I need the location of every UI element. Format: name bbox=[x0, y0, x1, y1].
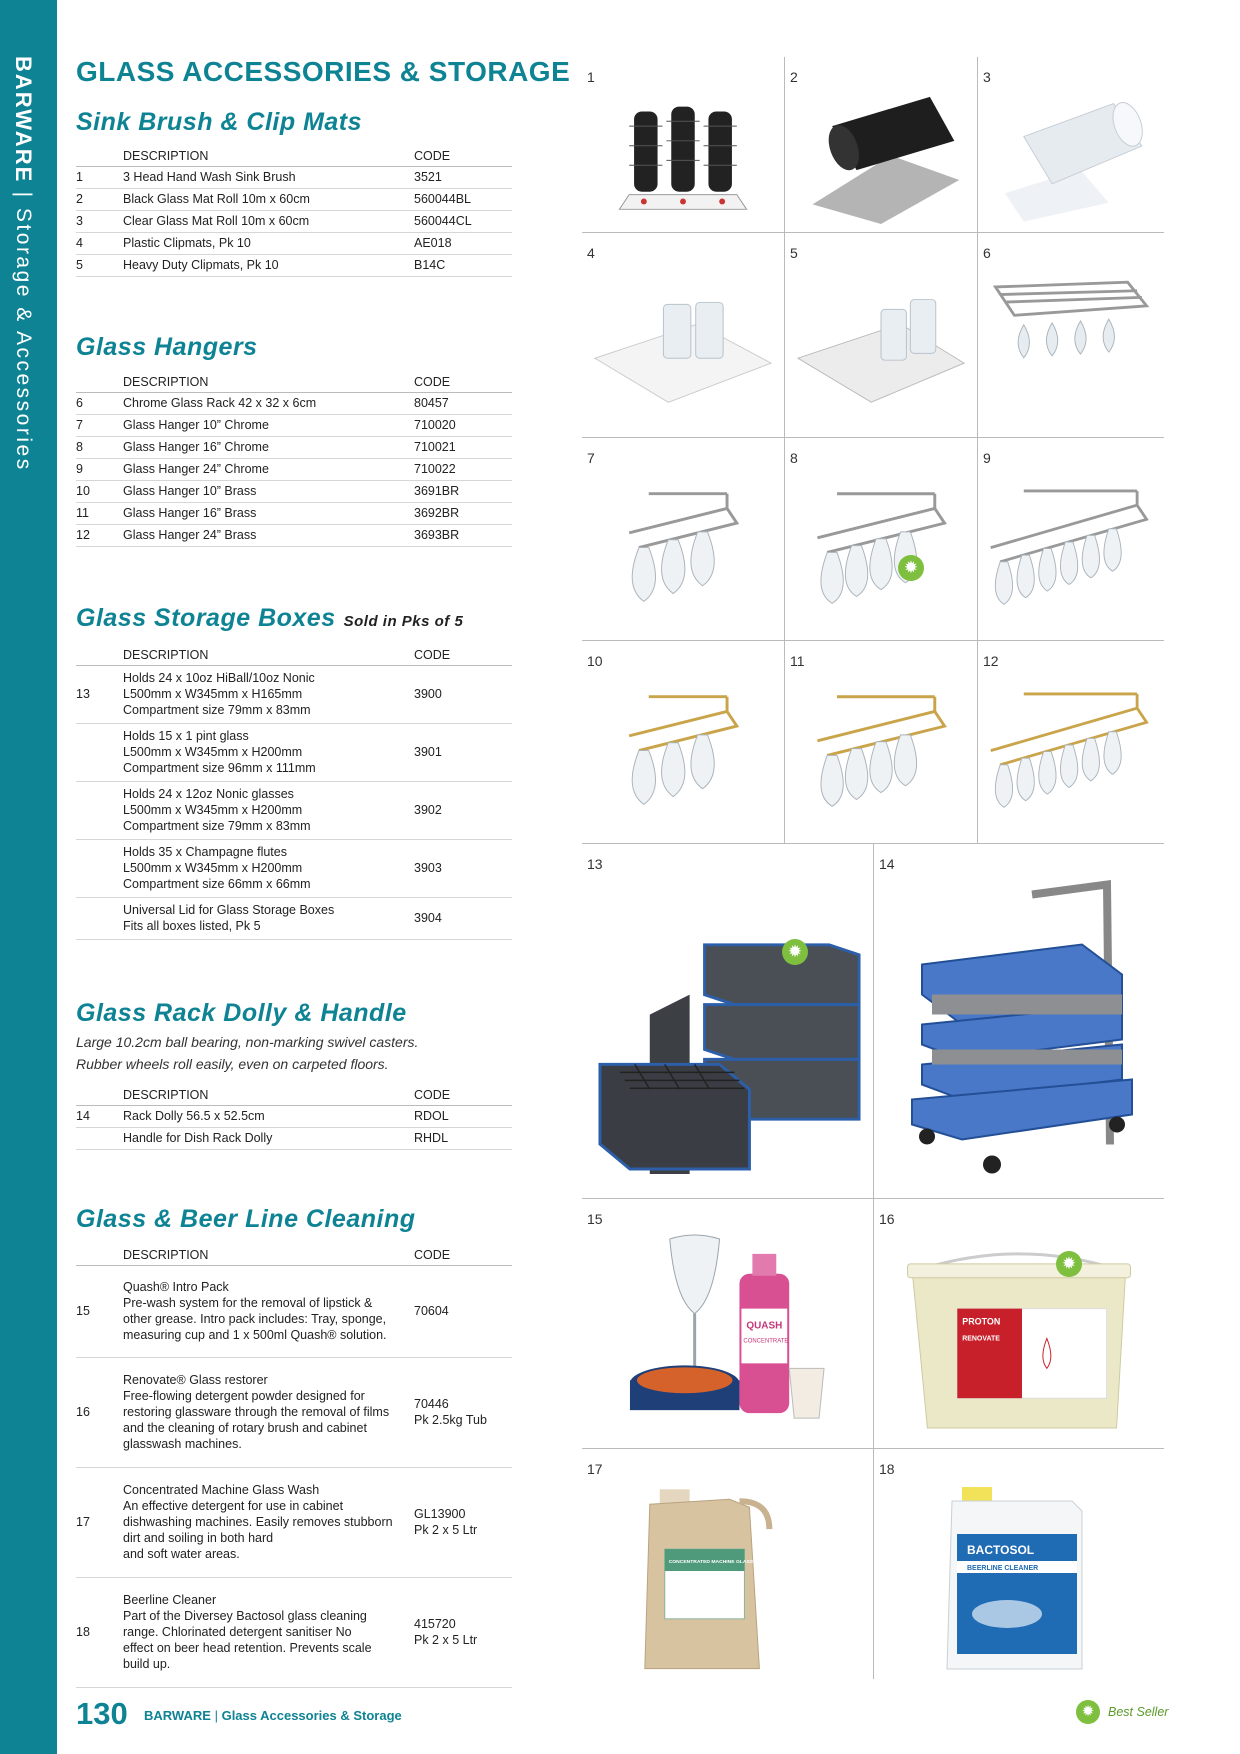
footer-breadcrumb bbox=[144, 1708, 402, 1723]
description-line: glasswash machines. bbox=[123, 1436, 242, 1451]
code-line: 70604 bbox=[414, 1303, 449, 1318]
storage-title-text: Glass Storage Boxes bbox=[76, 604, 336, 632]
table-row bbox=[76, 1467, 512, 1577]
item-code: 710020 bbox=[414, 414, 512, 436]
grid-cell bbox=[785, 57, 978, 232]
section-title-sink: Sink Brush & Clip Mats bbox=[76, 108, 363, 136]
grid-cell bbox=[785, 438, 978, 640]
item-code: 3693BR bbox=[414, 524, 512, 546]
description-line: L500mm x W345mm x H165mm bbox=[123, 686, 303, 701]
item-description: Glass Hanger 24” Brass bbox=[123, 524, 414, 546]
table-row bbox=[76, 210, 512, 232]
grid-row bbox=[582, 641, 1164, 844]
table-row bbox=[76, 232, 512, 254]
item-description: Handle for Dish Rack Dolly bbox=[123, 1127, 414, 1149]
best-seller-badge-icon: ✹ bbox=[898, 555, 924, 581]
item-number bbox=[76, 897, 123, 939]
description-line: Compartment size 66mm x 66mm bbox=[123, 876, 311, 891]
cell-number: 17 bbox=[587, 1461, 603, 1477]
item-description: Clear Glass Mat Roll 10m x 60cm bbox=[123, 210, 414, 232]
glass-hanger-16-brass-image bbox=[793, 671, 969, 835]
description-line: build up. bbox=[123, 1656, 171, 1671]
item-number: 1 bbox=[76, 166, 123, 188]
code-line: GL13900 bbox=[414, 1506, 466, 1521]
item-number: 9 bbox=[76, 458, 123, 480]
item-code bbox=[414, 1265, 512, 1357]
item-number: 5 bbox=[76, 254, 123, 276]
sidebar-subcategory: Storage & Accessories bbox=[12, 207, 35, 472]
table-row bbox=[76, 458, 512, 480]
description-line: effect on beer head retention. Prevents scale bbox=[123, 1640, 372, 1655]
quash-intro-pack-image bbox=[590, 1229, 865, 1440]
beerline-label: BEERLINE CLEANER bbox=[967, 1565, 1039, 1572]
cell-number: 4 bbox=[587, 245, 595, 261]
item-number: 11 bbox=[76, 502, 123, 524]
item-description: Glass Hanger 24” Chrome bbox=[123, 458, 414, 480]
description-line: dirt and soiling in both hard bbox=[123, 1530, 274, 1545]
table-row bbox=[76, 480, 512, 502]
description-line: Holds 24 x 10oz HiBall/10oz Nonic bbox=[123, 670, 315, 685]
table-row bbox=[76, 1577, 512, 1687]
header-code: CODE bbox=[414, 1245, 512, 1265]
table-row bbox=[76, 502, 512, 524]
cell-number: 7 bbox=[587, 450, 595, 466]
clear-mat-roll-image bbox=[986, 87, 1156, 224]
table-row bbox=[76, 723, 512, 781]
grid-cell bbox=[978, 438, 1164, 640]
description-line: Holds 15 x 1 pint glass bbox=[123, 728, 249, 743]
item-description bbox=[123, 1577, 414, 1687]
item-description: Heavy Duty Clipmats, Pk 10 bbox=[123, 254, 414, 276]
header-code: CODE bbox=[414, 372, 512, 392]
description-line: Beerline Cleaner bbox=[123, 1592, 217, 1607]
description-line: Compartment size 96mm x 111mm bbox=[123, 760, 316, 775]
glasswash-label: CONCENTRATED MACHINE GLASSWASH bbox=[668, 1559, 769, 1566]
header-description: DESCRIPTION bbox=[123, 372, 414, 392]
header-description: DESCRIPTION bbox=[123, 645, 414, 665]
item-code: 3904 bbox=[414, 897, 512, 939]
table-row bbox=[76, 1265, 512, 1357]
glass-storage-boxes-image bbox=[590, 874, 865, 1190]
item-code: AE018 bbox=[414, 232, 512, 254]
item-description: Rack Dolly 56.5 x 52.5cm bbox=[123, 1105, 414, 1127]
item-description bbox=[123, 839, 414, 897]
table-row bbox=[76, 254, 512, 276]
item-description bbox=[123, 897, 414, 939]
item-number: 18 bbox=[76, 1577, 123, 1687]
sidebar bbox=[0, 0, 57, 1754]
table-storage bbox=[76, 645, 512, 940]
item-code: RDOL bbox=[414, 1105, 512, 1127]
renovate-tub-image bbox=[882, 1229, 1156, 1440]
table-row bbox=[76, 166, 512, 188]
description-line: Holds 35 x Champagne flutes bbox=[123, 844, 287, 859]
description-line: range. Chlorinated detergent sanitiser No bbox=[123, 1624, 352, 1639]
best-seller-badge-icon: ✹ bbox=[782, 939, 808, 965]
grid-cell bbox=[874, 1199, 1164, 1448]
grid-cell bbox=[582, 844, 874, 1198]
item-description bbox=[123, 665, 414, 723]
cell-number: 18 bbox=[879, 1461, 895, 1477]
cell-number: 9 bbox=[983, 450, 991, 466]
table-row bbox=[76, 897, 512, 939]
code-line: 415720 bbox=[414, 1616, 456, 1631]
item-description bbox=[123, 1265, 414, 1357]
table-row bbox=[76, 524, 512, 546]
grid-row bbox=[582, 844, 1164, 1199]
item-description: Plastic Clipmats, Pk 10 bbox=[123, 232, 414, 254]
cell-number: 10 bbox=[587, 653, 603, 669]
cell-number: 5 bbox=[790, 245, 798, 261]
description-line: Compartment size 79mm x 83mm bbox=[123, 702, 311, 717]
header-description: DESCRIPTION bbox=[123, 146, 414, 166]
item-number: 13 bbox=[76, 665, 123, 723]
grid-row bbox=[582, 438, 1164, 641]
item-number: 17 bbox=[76, 1467, 123, 1577]
proton-label: PROTON bbox=[962, 1316, 1001, 1327]
cell-number: 6 bbox=[983, 245, 991, 261]
grid-cell bbox=[582, 1449, 874, 1679]
table-row bbox=[76, 1357, 512, 1467]
cell-number: 13 bbox=[587, 856, 603, 872]
table-hangers bbox=[76, 372, 512, 547]
item-code: 3691BR bbox=[414, 480, 512, 502]
dolly-description bbox=[76, 1031, 418, 1075]
grid-cell bbox=[582, 1199, 874, 1448]
cell-number: 11 bbox=[790, 653, 805, 669]
item-description bbox=[123, 723, 414, 781]
item-description: Glass Hanger 16” Chrome bbox=[123, 436, 414, 458]
glass-hanger-10-brass-image bbox=[590, 671, 776, 835]
black-mat-roll-image bbox=[793, 87, 969, 224]
grid-cell bbox=[978, 57, 1164, 232]
machine-glasswash-image bbox=[590, 1479, 865, 1671]
section-title-storage bbox=[76, 604, 463, 633]
description-line: Free-flowing detergent powder designed for bbox=[123, 1388, 365, 1403]
item-number bbox=[76, 1127, 123, 1149]
cell-number: 3 bbox=[983, 69, 991, 85]
description-line: L500mm x W345mm x H200mm bbox=[123, 744, 303, 759]
item-description: 3 Head Hand Wash Sink Brush bbox=[123, 166, 414, 188]
header-code: CODE bbox=[414, 146, 512, 166]
plastic-clipmats-image bbox=[590, 263, 776, 429]
header-description: DESCRIPTION bbox=[123, 1245, 414, 1265]
item-number: 16 bbox=[76, 1357, 123, 1467]
item-number: 7 bbox=[76, 414, 123, 436]
grid-cell bbox=[874, 844, 1164, 1198]
sink-brush-image bbox=[590, 87, 776, 224]
item-description bbox=[123, 781, 414, 839]
sidebar-category: BARWARE bbox=[11, 56, 36, 184]
description-line: restoring glassware through the removal of films bbox=[123, 1404, 390, 1419]
item-description: Glass Hanger 10” Brass bbox=[123, 480, 414, 502]
code-line: 70446 bbox=[414, 1396, 449, 1411]
storage-note: Sold in Pks of 5 bbox=[343, 613, 464, 630]
description-line: and soft water areas. bbox=[123, 1546, 240, 1561]
item-code: 710021 bbox=[414, 436, 512, 458]
description-line: Pre-wash system for the removal of lipstick & bbox=[123, 1295, 373, 1310]
item-code: 3903 bbox=[414, 839, 512, 897]
item-description: Glass Hanger 16” Brass bbox=[123, 502, 414, 524]
cell-number: 8 bbox=[790, 450, 798, 466]
section-title-hangers: Glass Hangers bbox=[76, 333, 258, 361]
code-line: Pk 2 x 5 Ltr bbox=[414, 1522, 478, 1537]
table-row bbox=[76, 1127, 512, 1149]
description-line: Holds 24 x 12oz Nonic glasses bbox=[123, 786, 294, 801]
item-code: 560044BL bbox=[414, 188, 512, 210]
description-line: Concentrated Machine Glass Wash bbox=[123, 1482, 320, 1497]
grid-row bbox=[582, 233, 1164, 438]
item-description bbox=[123, 1357, 414, 1467]
bactosol-label: BACTOSOL bbox=[967, 1543, 1035, 1557]
description-line: Renovate® Glass restorer bbox=[123, 1372, 268, 1387]
item-description bbox=[123, 1467, 414, 1577]
item-number: 4 bbox=[76, 232, 123, 254]
cell-number: 16 bbox=[879, 1211, 895, 1227]
item-number: 6 bbox=[76, 392, 123, 414]
grid-cell bbox=[978, 641, 1164, 843]
item-code: RHDL bbox=[414, 1127, 512, 1149]
item-number bbox=[76, 839, 123, 897]
cell-number: 14 bbox=[879, 856, 895, 872]
item-description: Glass Hanger 10” Chrome bbox=[123, 414, 414, 436]
description-line: dishwashing machines. Easily removes stubborn bbox=[123, 1514, 393, 1529]
description-line: Part of the Diversey Bactosol glass cleaning bbox=[123, 1608, 367, 1623]
section-title-cleaning: Glass & Beer Line Cleaning bbox=[76, 1205, 416, 1233]
grid-row bbox=[582, 1199, 1164, 1449]
item-number: 14 bbox=[76, 1105, 123, 1127]
footer-separator: | bbox=[214, 1708, 218, 1723]
page-number: 130 bbox=[76, 1696, 128, 1731]
item-number bbox=[76, 781, 123, 839]
product-image-grid bbox=[582, 57, 1164, 1679]
table-row bbox=[76, 1105, 512, 1127]
description-line: Fits all boxes listed, Pk 5 bbox=[123, 918, 261, 933]
table-row bbox=[76, 839, 512, 897]
grid-cell bbox=[978, 233, 1164, 437]
best-seller-label: Best Seller bbox=[1108, 1705, 1169, 1719]
cell-number: 15 bbox=[587, 1211, 603, 1227]
page-title: GLASS ACCESSORIES & STORAGE bbox=[76, 56, 571, 87]
table-row bbox=[76, 781, 512, 839]
quash-sub-label: CONCENTRATE bbox=[743, 1338, 789, 1345]
description-line: other grease. Intro pack includes: Tray, sponge, bbox=[123, 1311, 387, 1326]
item-description: Black Glass Mat Roll 10m x 60cm bbox=[123, 188, 414, 210]
glass-rack-dolly-image bbox=[882, 874, 1156, 1190]
table-row bbox=[76, 665, 512, 723]
item-code: 3902 bbox=[414, 781, 512, 839]
header-code: CODE bbox=[414, 1085, 512, 1105]
description-line: L500mm x W345mm x H200mm bbox=[123, 802, 303, 817]
table-row bbox=[76, 188, 512, 210]
table-row bbox=[76, 414, 512, 436]
grid-cell bbox=[785, 641, 978, 843]
item-code bbox=[414, 1467, 512, 1577]
item-number: 2 bbox=[76, 188, 123, 210]
table-cleaning bbox=[76, 1245, 512, 1688]
item-code: 80457 bbox=[414, 392, 512, 414]
glass-hanger-10-chrome-image bbox=[590, 468, 776, 632]
dolly-desc-line1: Large 10.2cm ball bearing, non-marking swivel casters. bbox=[76, 1034, 419, 1050]
heavy-duty-clipmats-image bbox=[793, 263, 969, 429]
glass-hanger-24-chrome-image bbox=[986, 468, 1156, 632]
item-code: 710022 bbox=[414, 458, 512, 480]
item-number: 3 bbox=[76, 210, 123, 232]
description-line: measuring cup and 1 x 500ml Quash® solution. bbox=[123, 1327, 387, 1342]
item-code bbox=[414, 1577, 512, 1687]
item-number: 8 bbox=[76, 436, 123, 458]
item-number: 12 bbox=[76, 524, 123, 546]
item-number bbox=[76, 723, 123, 781]
grid-row bbox=[582, 57, 1164, 233]
item-number: 10 bbox=[76, 480, 123, 502]
item-code: 3901 bbox=[414, 723, 512, 781]
grid-cell bbox=[582, 233, 785, 437]
glass-hanger-16-chrome-image bbox=[793, 468, 969, 632]
section-title-dolly: Glass Rack Dolly & Handle bbox=[76, 999, 407, 1027]
code-line: Pk 2.5kg Tub bbox=[414, 1412, 487, 1427]
header-code: CODE bbox=[414, 645, 512, 665]
quash-label: QUASH bbox=[746, 1320, 783, 1332]
grid-cell bbox=[874, 1449, 1164, 1679]
item-code: 560044CL bbox=[414, 210, 512, 232]
sidebar-label bbox=[10, 56, 36, 472]
cell-number: 1 bbox=[587, 69, 595, 85]
item-code: 3692BR bbox=[414, 502, 512, 524]
description-line: An effective detergent for use in cabinet bbox=[123, 1498, 344, 1513]
cell-number: 12 bbox=[983, 653, 999, 669]
description-line: Quash® Intro Pack bbox=[123, 1279, 229, 1294]
cell-number: 2 bbox=[790, 69, 798, 85]
footer-subtitle: Glass Accessories & Storage bbox=[221, 1708, 402, 1723]
description-line: Compartment size 79mm x 83mm bbox=[123, 818, 311, 833]
item-description: Chrome Glass Rack 42 x 32 x 6cm bbox=[123, 392, 414, 414]
description-line: and the cleaning of rotary brush and cabinet bbox=[123, 1420, 367, 1435]
description-line: Universal Lid for Glass Storage Boxes bbox=[123, 902, 335, 917]
item-code bbox=[414, 1357, 512, 1467]
table-row bbox=[76, 436, 512, 458]
description-line: L500mm x W345mm x H200mm bbox=[123, 860, 303, 875]
table-sink bbox=[76, 146, 512, 277]
table-row bbox=[76, 392, 512, 414]
best-seller-badge-icon: ✹ bbox=[1056, 1251, 1082, 1277]
item-code: B14C bbox=[414, 254, 512, 276]
dolly-desc-line2: Rubber wheels roll easily, even on carpeted floors. bbox=[76, 1056, 389, 1072]
best-seller-badge-icon: ✹ bbox=[1076, 1700, 1100, 1724]
grid-cell bbox=[582, 57, 785, 232]
best-seller-legend bbox=[1076, 1700, 1168, 1724]
grid-cell bbox=[785, 233, 978, 437]
sidebar-separator: | bbox=[12, 191, 35, 200]
grid-row bbox=[582, 1449, 1164, 1679]
item-number: 15 bbox=[76, 1265, 123, 1357]
renovate-label: RENOVATE bbox=[962, 1335, 1000, 1343]
chrome-glass-rack-image bbox=[986, 263, 1156, 429]
header-description: DESCRIPTION bbox=[123, 1085, 414, 1105]
glass-hanger-24-brass-image bbox=[986, 671, 1156, 835]
grid-cell bbox=[582, 438, 785, 640]
footer-category: BARWARE bbox=[144, 1708, 211, 1723]
code-line: Pk 2 x 5 Ltr bbox=[414, 1632, 478, 1647]
bactosol-beerline-image bbox=[882, 1479, 1156, 1671]
table-dolly bbox=[76, 1085, 512, 1150]
item-code: 3521 bbox=[414, 166, 512, 188]
item-code: 3900 bbox=[414, 665, 512, 723]
grid-cell bbox=[582, 641, 785, 843]
